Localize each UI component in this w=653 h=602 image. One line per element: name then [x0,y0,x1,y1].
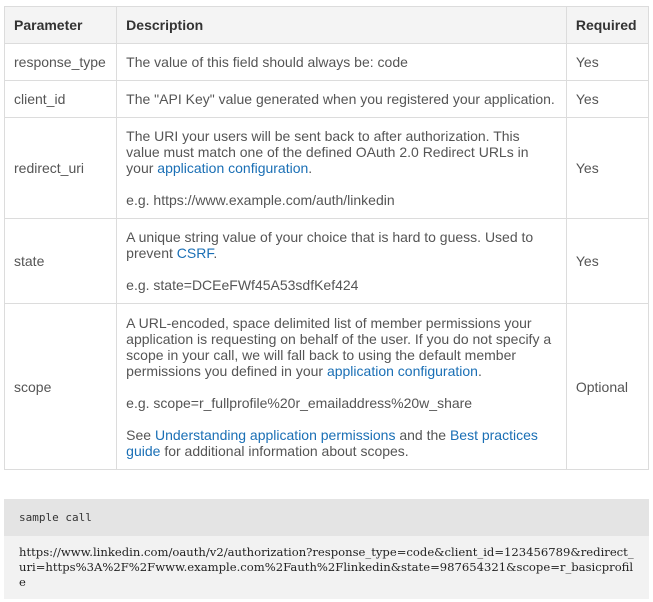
header-parameter: Parameter [5,7,117,44]
param-required: Yes [566,118,648,219]
param-name: response_type [5,44,117,81]
param-name: state [5,219,117,304]
param-name: scope [5,304,117,470]
example-text: e.g. state=DCEeFWf45A53sdfKef424 [126,277,359,293]
table-header-row [5,7,649,44]
application-configuration-link[interactable]: application configuration [326,362,478,379]
desc-text: A unique string value of your choice that is hard to guess. Used to prevent [126,229,534,261]
header-description: Description [117,7,567,44]
param-description: The value of this field should always be: code [117,44,567,81]
understanding-permissions-link[interactable]: Understanding application permissions [154,426,396,443]
param-description: The "API Key" value generated when you registered your application. [117,81,567,118]
sample-call-block [4,499,649,599]
application-configuration-link[interactable]: application configuration [157,160,309,176]
table-row-client-id [5,81,649,118]
param-name: client_id [5,81,117,118]
param-required: Optional [566,304,648,470]
sample-call-code[interactable]: https://www.linkedin.com/oauth/v2/authorization?response_type=code&client_id=123456789&redirect_uri=https%3A%2F%2Fwww.example.com%2Fauth%2Flinkedin&state=987654321&scope=r_basicprofile [4,536,649,599]
header-required: Required [566,7,648,44]
desc-text: The URI your users will be sent back to after authorization. This value must match one of the defined OAuth 2.0 Redirect URLs in your [126,128,529,176]
param-description [117,219,567,304]
desc-text-end: . [213,245,218,261]
desc-text: A URL-encoded, space delimited list of member permissions your application is requesting on behalf of the user. If you do not specify a scope in your call, we will fall back to using the default member permissions you defined in your [126,314,552,379]
csrf-link[interactable]: CSRF [176,245,214,261]
see-text: See [126,426,155,443]
best-practices-guide-link[interactable]: Best practices guide [126,426,538,459]
table-row-state [5,219,649,304]
param-description [117,118,567,219]
example-text: e.g. https://www.example.com/auth/linkedin [126,192,395,208]
param-description [117,304,567,470]
example-text: e.g. scope=r_fullprofile%20r_emailaddress%20w_share [126,394,473,411]
see-text-mid: and the [395,426,450,443]
see-text-end: for additional information about scopes. [160,442,409,459]
param-required: Yes [566,219,648,304]
sample-call-title: sample call [4,499,649,536]
table-row-scope [5,304,649,470]
parameters-table [4,6,649,470]
param-required: Yes [566,81,648,118]
param-name: redirect_uri [5,118,117,219]
param-required: Yes [566,44,648,81]
table-row-response-type [5,44,649,81]
table-row-redirect-uri [5,118,649,219]
desc-text-end: . [308,160,313,176]
desc-text-end: . [477,362,482,379]
